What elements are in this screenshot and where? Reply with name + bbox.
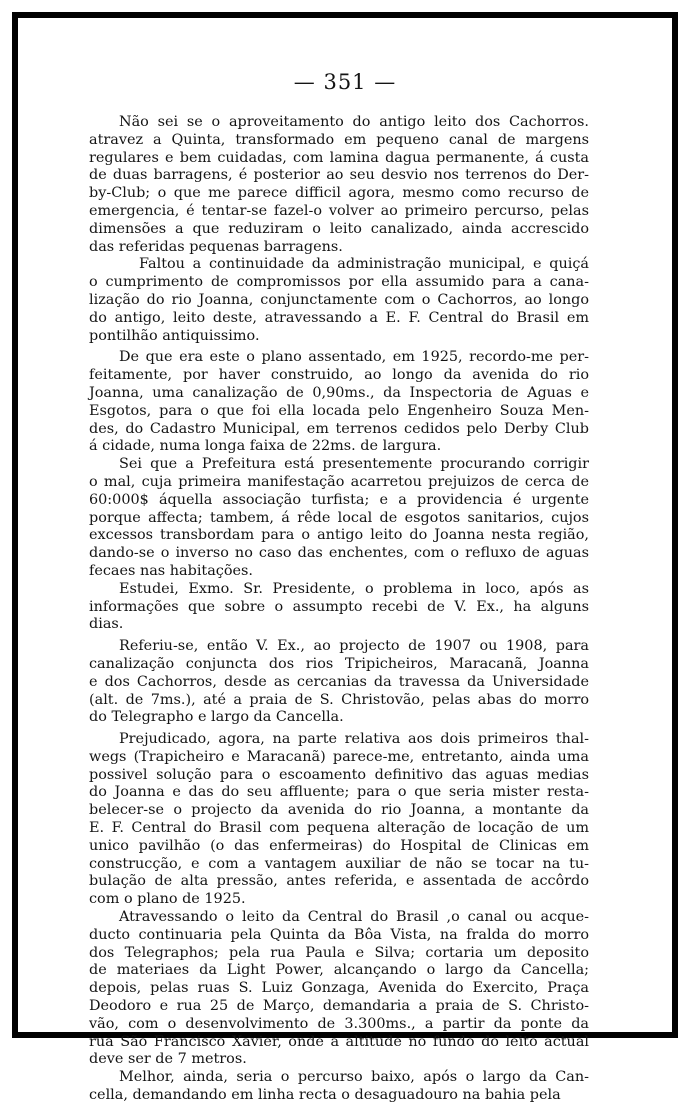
text-line: des, do Cadastro Municipal, em terrenos cedidos pelo Derby Club xyxy=(89,420,589,437)
text-line: by-Club; o que me parece difficil agora, mesmo como recurso de xyxy=(89,185,589,202)
text-line: dos Telegraphos; pela rua Paula e Silva; cortaria um deposito xyxy=(89,944,589,961)
text-line: pontilhão antiquissimo. xyxy=(89,327,260,344)
text-line: Melhor, ainda, seria o percurso baixo, após o largo da Can- xyxy=(119,1069,589,1086)
paragraph xyxy=(89,114,589,256)
text-line: atravez a Quinta, transformado em pequeno canal de margens xyxy=(89,131,589,148)
document-body xyxy=(89,114,589,1105)
text-line: dias. xyxy=(89,616,124,633)
paragraph xyxy=(89,456,589,581)
text-line: lização do rio Joanna, conjunctamente com o Cachorros, ao longo xyxy=(89,291,589,308)
text-line: do antigo, leito deste, atravessando a E. F. Central do Brasil em xyxy=(89,309,589,326)
text-line: deve ser de 7 metros. xyxy=(89,1051,247,1068)
text-line: belecer-se o projecto da avenida do rio Joanna, a montante da xyxy=(89,802,589,819)
text-line: cella, demandando em linha recta o desaguadouro na bahia pela xyxy=(89,1087,561,1104)
paragraph xyxy=(89,731,589,909)
text-line: regulares e bem cuidadas, com lamina dagua permanente, á custa xyxy=(89,149,589,166)
text-line: Atravessando o leito da Central do Brasil ,o canal ou acque- xyxy=(119,909,589,926)
text-line: dimensões a que reduziram o leito canalizado, ainda accrescido xyxy=(89,220,589,237)
text-line: á cidade, numa longa faixa de 22ms. de largura. xyxy=(89,438,442,455)
text-line: E. F. Central do Brasil com pequena alteração de locação de um xyxy=(89,820,589,837)
text-line: do Joanna e das do seu affluente; para o que seria mister resta- xyxy=(89,784,589,801)
text-line: canalização conjuncta dos rios Tripicheiros, Maracanã, Joanna xyxy=(89,655,589,672)
paragraph xyxy=(89,581,589,634)
text-line: wegs (Trapicheiro e Maracanã) parece-me, entretanto, ainda uma xyxy=(89,748,589,765)
text-line: o mal, cuja primeira manifestação acarretou prejuizos de cerca de xyxy=(89,473,589,490)
text-line: Referiu-se, então V. Ex., ao projecto de 1907 ou 1908, para xyxy=(119,638,589,655)
text-line: De que era este o plano assentado, em 1925, recordo-me per- xyxy=(119,349,589,366)
paragraph xyxy=(89,256,589,345)
text-line: unico pavilhão (o das enfermeiras) do Hospital de Clinicas em xyxy=(89,837,589,854)
text-line: fecaes nas habitações. xyxy=(89,562,253,579)
text-line: de materiaes da Light Power, alcançando o largo da Cancella; xyxy=(89,962,589,979)
paragraph xyxy=(89,638,589,727)
text-line: emergencia, é tentar-se fazel-o volver ao primeiro percurso, pelas xyxy=(89,202,589,219)
text-line: ducto continuaria pela Quinta da Bôa Vista, na fralda do morro xyxy=(89,926,589,943)
text-line: de duas barragens, é posterior ao seu desvio nos terrenos do Der- xyxy=(89,167,589,184)
paragraph xyxy=(89,909,589,1069)
text-line: rua São Francisco Xavier, onde a altitude no fundo do leito actual xyxy=(89,1033,589,1050)
text-line: (alt. de 7ms.), até a praia de S. Christovão, pelas abas do morro xyxy=(89,691,589,708)
paragraph xyxy=(89,1069,589,1105)
text-line: o cumprimento de compromissos por ella assumido para a cana- xyxy=(89,274,589,291)
text-line: Sei que a Prefeitura está presentemente procurando corrigir xyxy=(119,456,589,473)
text-line: Prejudicado, agora, na parte relativa aos dois primeiros thal- xyxy=(119,731,589,748)
text-line: possivel solução para o escoamento definitivo das aguas medias xyxy=(89,766,589,783)
text-line: dando-se o inverso no caso das enchentes, com o refluxo de aguas xyxy=(89,545,589,562)
text-line: Esgotos, para o que foi ella locada pelo Engenheiro Souza Men- xyxy=(89,402,589,419)
text-line: porque affecta; tambem, á rêde local de esgotos sanitarios, cujos xyxy=(89,509,589,526)
text-line: construcção, e com a vantagem auxiliar de não se tocar na tu- xyxy=(89,855,589,872)
text-line: feitamente, por haver construido, ao longo da avenida do rio xyxy=(89,367,589,384)
text-line: vão, com o desenvolvimento de 3.300ms., a partir da ponte da xyxy=(89,1015,589,1032)
text-line: Deodoro e rua 25 de Março, demandaria a praia de S. Christo- xyxy=(89,998,589,1015)
text-line: Faltou a continuidade da administração municipal, e quiçá xyxy=(139,256,589,273)
text-line: Não sei se o aproveitamento do antigo leito dos Cachorros. xyxy=(119,114,589,130)
text-line: bulação de alta pressão, antes referida, e assentada de accôrdo xyxy=(89,873,589,890)
text-line: do Telegrapho e largo da Cancella. xyxy=(89,709,344,726)
text-line: informações que sobre o assumpto recebi de V. Ex., ha alguns xyxy=(89,598,589,615)
text-line: com o plano de 1925. xyxy=(89,891,246,908)
text-line: Estudei, Exmo. Sr. Presidente, o problema in loco, após as xyxy=(119,580,589,597)
text-line: das referidas pequenas barragens. xyxy=(89,238,343,255)
text-line: Joanna, uma canalização de 0,90ms., da Inspectoria de Aguas e xyxy=(89,384,589,401)
page-number: — 351 — xyxy=(293,70,397,94)
text-line: e dos Cachorros, desde as cercanias da travessa da Universidade xyxy=(89,673,589,690)
text-line: 60:000$ áquella associação turfista; e a providencia é urgente xyxy=(89,491,589,508)
text-line: excessos transbordam para o antigo leito do Joanna nesta região, xyxy=(89,527,589,544)
text-line: depois, pelas ruas S. Luiz Gonzaga, Avenida do Exercito, Praça xyxy=(89,980,589,997)
paragraph xyxy=(89,349,589,456)
